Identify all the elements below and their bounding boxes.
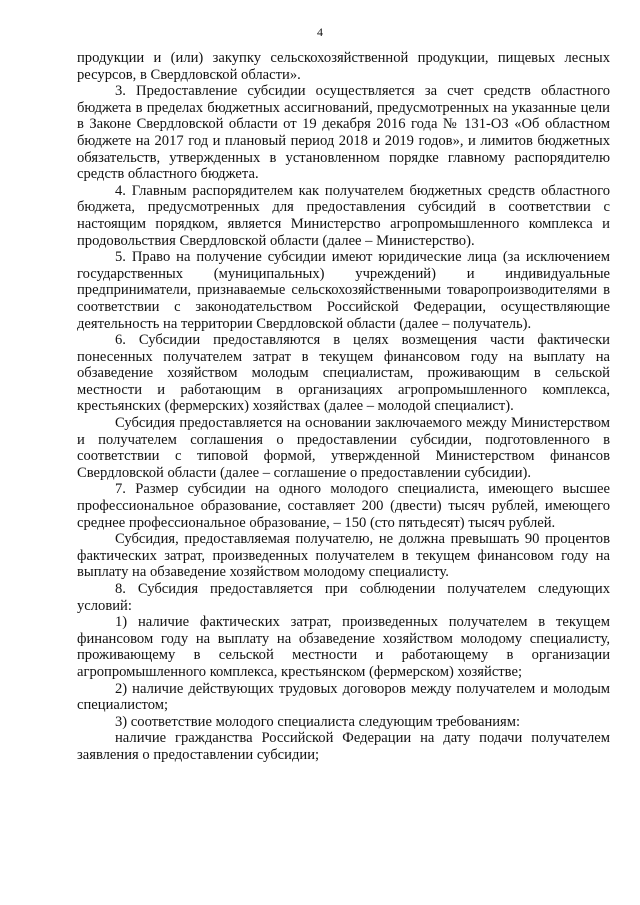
paragraph-subsidy-limit: Субсидия, предоставляемая получателю, не должна превышать 90 процентов фактических затрат, произведенных получателем в текущем финансовом году на выплату на обзаведение хозяйством молодому специалисту. [77, 531, 610, 581]
paragraph-item-8: 8. Субсидия предоставляется при соблюдении получателем следующих условий: [77, 581, 610, 614]
page-number: 4 [317, 25, 323, 39]
paragraph-item-4: 4. Главным распорядителем как получателем бюджетных средств областного бюджета, предусмотренных для предоставления субсидий в соответствии с настоящим порядком, является Министерство агропромышленного комплекса и продовольствия Свердловской области (далее – Министерство). [77, 182, 610, 249]
paragraph-item-6: 6. Субсидии предоставляются в целях возмещения части фактически понесенных получателем затрат в текущем финансовом году на выплату на обзаведение хозяйством молодым специалистам, проживающим в сельской местности и работающим в организациях агропромышленного комплекса, крестьянских (фермерских) хозяйствах (далее – молодой специалист). [77, 332, 610, 415]
paragraph-continuation: продукции и (или) закупку сельскохозяйственной продукции, пищевых лесных ресурсов, в Свердловской области». [77, 50, 610, 83]
paragraph-item-5: 5. Право на получение субсидии имеют юридические лица (за исключением государственных (муниципальных) учреждений) и индивидуальные предприниматели, признаваемые сельскохозяйственными товаропроизводителями в соответствии с законодательством Российской Федерации, осуществляющие деятельность на территории Свердловской области (далее – получатель). [77, 249, 610, 332]
paragraph-item-7: 7. Размер субсидии на одного молодого специалиста, имеющего высшее профессиональное образование, составляет 200 (двести) тысяч рублей, имеющего среднее профессиональное образование, – 150 (сто пятьдесят) тысяч рублей. [77, 481, 610, 531]
paragraph-subsidy-agreement: Субсидия предоставляется на основании заключаемого между Министерством и получателем соглашения о предоставлении субсидии, подготовленного в соответствии с типовой формой, утвержденной Министерством финансов Свердловской области (далее – соглашение о предоставлении субсидии). [77, 415, 610, 481]
condition-2: 2) наличие действующих трудовых договоров между получателем и молодым специалистом; [77, 680, 610, 714]
paragraph-item-3: 3. Предоставление субсидии осуществляется за счет средств областного бюджета в пределах бюджетных ассигнований, предусмотренных на указанные цели в Законе Свердловской области от 19 декабря 2016 года № 131-ОЗ «Об областном бюджете на 2017 год и плановый период 2018 и 2019 годов», и лимитов бюджетных обязательств, утвержденных в установленном порядке главному распорядителю средств областного бюджета. [77, 83, 610, 183]
condition-3: 3) соответствие молодого специалиста следующим требованиям: [115, 713, 521, 730]
document-body [77, 50, 610, 764]
condition-1: 1) наличие фактических затрат, произведенных получателем в текущем финансовом году на выплату на обзаведение хозяйством молодому специалисту, проживающему в сельской местности и работающему в организации агропромышленного комплекса, крестьянском (фермерском) хозяйстве; [77, 614, 610, 680]
requirement-citizenship: наличие гражданства Российской Федерации на дату подачи получателем заявления о предоставлении субсидии; [77, 730, 610, 763]
